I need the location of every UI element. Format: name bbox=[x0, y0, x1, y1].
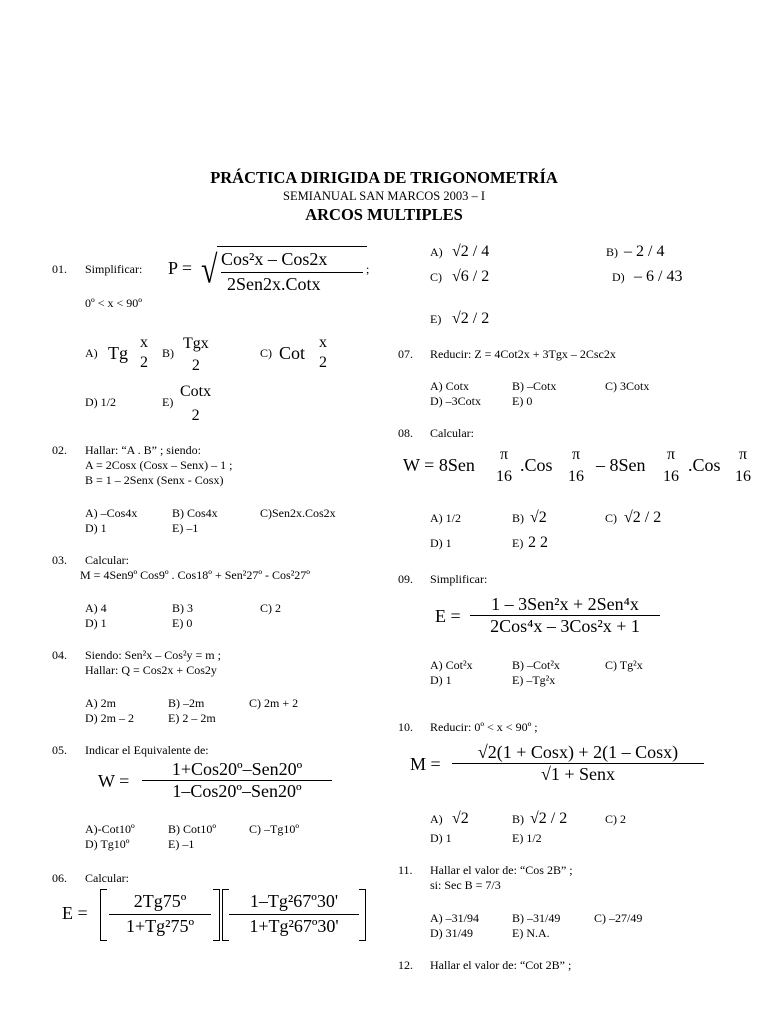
page-subtitle: SEMIANUAL SAN MARCOS 2003 – I bbox=[283, 189, 485, 203]
q06-bracket-2 bbox=[222, 889, 366, 941]
q03-optC: C) 2 bbox=[260, 601, 281, 615]
q06-f2-denominator: 1+Tg²67º30' bbox=[249, 916, 339, 936]
q01-radical: √ bbox=[201, 248, 218, 292]
q09-prompt: Simplificar: bbox=[430, 572, 488, 586]
q10-numerator: √2(1 + Cosx) + 2(1 – Cosx) bbox=[477, 742, 679, 762]
q12-prompt: Hallar el valor de: “Cot 2B” ; bbox=[430, 958, 572, 972]
q06-optD-value: – 6 / 43 bbox=[634, 268, 683, 285]
q04-optB: B) –2m bbox=[168, 696, 205, 710]
q12-number: 12. bbox=[398, 958, 413, 972]
q05-optC: C) –Tg10º bbox=[249, 822, 300, 836]
q09-optB: B) –Cot²x bbox=[512, 658, 560, 672]
q01-optC-fn: Cot bbox=[279, 343, 306, 363]
q06-lhs: E = bbox=[62, 903, 88, 923]
q09-optA: A) Cot²x bbox=[430, 658, 473, 672]
q08-optE-value: 2 2 bbox=[528, 534, 548, 551]
q01-optA-label: A) bbox=[85, 346, 98, 360]
q11-optD: D) 31/49 bbox=[430, 926, 473, 940]
q02-optB: B) Cos4x bbox=[172, 506, 218, 520]
q08-prompt: Calcular: bbox=[430, 426, 474, 440]
q05-optA: A)-Cot10º bbox=[85, 822, 135, 836]
q03-optE: E) 0 bbox=[172, 616, 193, 630]
q09-optC: C) Tg²x bbox=[605, 658, 643, 672]
q07-optB: B) –Cotx bbox=[512, 379, 557, 393]
q08-optB-value: √2 bbox=[530, 509, 547, 526]
q01-optC-frac: x 2 bbox=[319, 334, 327, 371]
q01-prompt: Simplificar: bbox=[85, 262, 143, 276]
q08-optC-label: C) bbox=[605, 511, 617, 525]
q05-fraction bbox=[142, 759, 332, 802]
q01-optA-fn: Tg bbox=[108, 343, 128, 363]
q10-optA-value: √2 bbox=[452, 810, 469, 827]
q01-number: 01. bbox=[52, 262, 67, 276]
sqrt-icon: √ bbox=[477, 742, 488, 762]
q11-prompt: Hallar el valor de: “Cos 2B” ; bbox=[430, 863, 573, 877]
q04-optD: D) 2m – 2 bbox=[85, 711, 134, 725]
q07-optE: E) 0 bbox=[512, 394, 533, 408]
q09-fraction bbox=[470, 594, 660, 637]
q10-lhs: M = bbox=[410, 754, 441, 774]
q06-optE-value: √2 / 2 bbox=[452, 310, 490, 327]
q08-frac-3: π 16 bbox=[663, 446, 679, 485]
q03-prompt: Calcular: bbox=[85, 553, 129, 567]
q07-optD: D) –3Cotx bbox=[430, 394, 481, 408]
q08-optD: D) 1 bbox=[430, 536, 452, 550]
q08-minus-sen: – 8Sen bbox=[596, 455, 646, 475]
q02-line-a: A = 2Cosx (Cosx – Senx) – 1 ; bbox=[85, 458, 233, 472]
q02-optA: A) –Cos4x bbox=[85, 506, 138, 520]
q05-prompt: Indicar el Equivalente de: bbox=[85, 743, 209, 757]
q07-optC: C) 3Cotx bbox=[605, 379, 650, 393]
q10-optB-value: √2 / 2 bbox=[530, 810, 568, 827]
q06-optB-value: – 2 / 4 bbox=[624, 243, 665, 260]
q04-line-1: Siendo: Sen²x – Cos²y = m ; bbox=[85, 648, 221, 662]
q06-f1-numerator: 2Tg75º bbox=[133, 891, 187, 911]
q06-bracket-1 bbox=[100, 889, 220, 941]
q06-number: 06. bbox=[52, 871, 67, 885]
q10-denominator: √1 + Senx bbox=[452, 763, 704, 785]
q04-number: 04. bbox=[52, 648, 67, 662]
q11-number: 11. bbox=[398, 863, 413, 877]
q03-expression: M = 4Sen9º Cos9º . Cos18º + Sen²27º - Cos²27º bbox=[80, 568, 311, 582]
q10-optA-label: A) bbox=[430, 812, 443, 826]
q10-optD: D) 1 bbox=[430, 831, 452, 845]
q01-optA-frac: x 2 bbox=[140, 334, 148, 371]
q08-lhs: W = 8Sen bbox=[403, 455, 475, 475]
q10-optC: C) 2 bbox=[605, 812, 626, 826]
q08-optA: A) 1/2 bbox=[430, 511, 461, 525]
q02-optE: E) –1 bbox=[172, 521, 199, 535]
q08-frac-2: π 16 bbox=[568, 446, 584, 485]
q01-numerator: Cos²x – Cos2x bbox=[221, 249, 328, 269]
q09-denominator: 2Cos⁴x – 3Cos²x + 1 bbox=[470, 615, 660, 637]
q06-f1-denominator: 1+Tg²75º bbox=[125, 916, 195, 936]
q05-optD: D) Tg10º bbox=[85, 837, 130, 851]
q01-condition: 0º < x < 90º bbox=[85, 296, 142, 310]
q08-number: 08. bbox=[398, 426, 413, 440]
q07-optA: A) Cotx bbox=[430, 379, 469, 393]
q04-optE: E) 2 – 2m bbox=[168, 711, 216, 725]
q07-number: 07. bbox=[398, 347, 413, 361]
q04-optC: C) 2m + 2 bbox=[249, 696, 299, 710]
q02-line-b: B = 1 – 2Senx (Senx - Cosx) bbox=[85, 473, 224, 487]
q08-frac-1: π 16 bbox=[496, 446, 512, 485]
q01-optB-frac: Tgx 2 bbox=[183, 335, 209, 374]
q02-optC: C)Sen2x.Cos2x bbox=[260, 506, 336, 520]
q04-optA: A) 2m bbox=[85, 696, 116, 710]
q06-optB-label: B) bbox=[606, 245, 618, 259]
q08-cos-2: .Cos bbox=[688, 455, 721, 475]
q05-number: 05. bbox=[52, 743, 67, 757]
sqrt-icon: √ bbox=[530, 810, 539, 827]
q05-lhs: W = bbox=[98, 771, 130, 791]
q05-denominator: 1–Cos20º–Sen20º bbox=[142, 780, 332, 802]
q09-numerator: 1 – 3Sen²x + 2Sen⁴x bbox=[491, 594, 639, 614]
q02-optD: D) 1 bbox=[85, 521, 107, 535]
q01-optD: D) 1/2 bbox=[85, 395, 116, 409]
q06-f2-numerator: 1–Tg²67º30' bbox=[249, 891, 339, 911]
topic-title: ARCOS MULTIPLES bbox=[305, 205, 463, 224]
sqrt-icon: √ bbox=[452, 268, 461, 285]
q03-optA: A) 4 bbox=[85, 601, 107, 615]
q07-prompt: Reducir: Z = 4Cot2x + 3Tgx – 2Csc2x bbox=[430, 347, 616, 361]
q06-optC-value: √6 / 2 bbox=[452, 268, 490, 285]
sqrt-icon: √ bbox=[624, 509, 633, 526]
q11-optA: A) –31/94 bbox=[430, 911, 479, 925]
q10-optE: E) 1/2 bbox=[512, 831, 542, 845]
q06-optA-value: √2 / 4 bbox=[452, 243, 490, 260]
q01-separator: ; bbox=[366, 262, 370, 276]
q08-optC-value: √2 / 2 bbox=[624, 509, 662, 526]
q05-optB: B) Cot10º bbox=[168, 822, 217, 836]
q03-optB: B) 3 bbox=[172, 601, 193, 615]
q01-lhs: P = bbox=[168, 258, 192, 278]
q09-lhs: E = bbox=[435, 606, 461, 626]
q01-optE-frac: Cotx 2 bbox=[180, 383, 212, 424]
sqrt-icon: √ bbox=[452, 243, 461, 260]
sqrt-icon: √ bbox=[530, 509, 539, 526]
q08-optE-label: E) bbox=[512, 536, 524, 550]
sqrt-icon: √ bbox=[540, 764, 551, 784]
q10-optB-label: B) bbox=[512, 812, 524, 826]
page-title: PRÁCTICA DIRIGIDA DE TRIGONOMETRÍA bbox=[210, 168, 558, 187]
q01-optB-label: B) bbox=[162, 346, 174, 360]
q03-number: 03. bbox=[52, 553, 67, 567]
q02-number: 02. bbox=[52, 443, 67, 457]
q06-optC-label: C) bbox=[430, 270, 442, 284]
q11-condition: si: Sec B = 7/3 bbox=[430, 878, 501, 892]
q09-number: 09. bbox=[398, 572, 413, 586]
q11-optB: B) –31/49 bbox=[512, 911, 561, 925]
q05-optE: E) –1 bbox=[168, 837, 195, 851]
q09-optD: D) 1 bbox=[430, 673, 452, 687]
q01-optC-label: C) bbox=[260, 346, 272, 360]
q06-optA-label: A) bbox=[430, 245, 443, 259]
q11-optE: E) N.A. bbox=[512, 926, 550, 940]
q01-denominator: 2Sen2x.Cotx bbox=[227, 274, 321, 294]
q02-prompt: Hallar: “A . B” ; siendo: bbox=[85, 443, 201, 457]
q01-optE-label: E) bbox=[162, 395, 174, 409]
q04-line-2: Hallar: Q = Cos2x + Cos2y bbox=[85, 663, 217, 677]
q06-optD-label: D) bbox=[612, 270, 625, 284]
q08-optB-label: B) bbox=[512, 511, 524, 525]
q06-optE-label: E) bbox=[430, 312, 442, 326]
q10-fraction bbox=[452, 742, 704, 785]
q03-optD: D) 1 bbox=[85, 616, 107, 630]
sqrt-icon: √ bbox=[452, 810, 461, 827]
q05-numerator: 1+Cos20º–Sen20º bbox=[171, 759, 303, 779]
q11-optC: C) –27/49 bbox=[594, 911, 643, 925]
q08-frac-4: π 16 bbox=[735, 446, 751, 485]
q10-prompt: Reducir: 0º < x < 90º ; bbox=[430, 720, 538, 734]
sqrt-icon: √ bbox=[452, 310, 461, 327]
q08-cos-1: .Cos bbox=[520, 455, 553, 475]
q06-prompt: Calcular: bbox=[85, 871, 129, 885]
q10-number: 10. bbox=[398, 720, 413, 734]
q09-optE: E) –Tg²x bbox=[512, 673, 556, 687]
